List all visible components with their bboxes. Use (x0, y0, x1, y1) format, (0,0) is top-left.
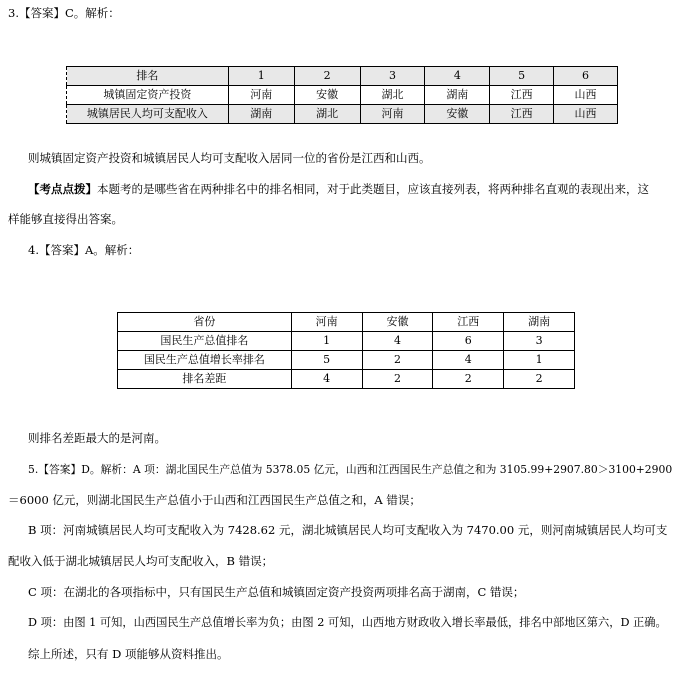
table-cell: 湖南 (504, 313, 575, 332)
q4-heading: 4.【答案】A。解析： (28, 243, 140, 257)
table-cell: 排名差距 (118, 370, 292, 389)
q5-option-a-text: 解析：A 项：湖北国民生产总值为 5378.05 亿元，山西和江西国民生产总值之和为 3105.99+2907.80＞3100+2900 (100, 463, 673, 476)
table-cell: 2 (362, 351, 433, 370)
table-cell: 河南 (291, 313, 362, 332)
q3-conclusion: 则城镇固定资产投资和城镇居民人均可支配收入居同一位的省份是江西和山西。 (28, 151, 431, 165)
table-cell: 4 (291, 370, 362, 389)
table-header-row (118, 313, 575, 332)
table-cell: 6 (433, 332, 504, 351)
table-cell: 河南 (360, 105, 425, 124)
table-cell: 5 (291, 351, 362, 370)
table-cell: 河南 (228, 86, 294, 105)
q5-line-c: C 项：在湖北的各项指标中，只有国民生产总值和城镇固定资产投资两项排名高于湖南，C 错误； (28, 585, 525, 599)
table-cell: 2 (362, 370, 433, 389)
q5-heading: 5.【答案】D。 (28, 463, 101, 476)
q3-tip-label: 【考点点拨】 (28, 182, 97, 196)
q4-conclusion: 则排名差距最大的是河南。 (28, 431, 166, 445)
q5-line-a2: ＝6000 亿元，则湖北国民生产总值小于山西和江西国民生产总值之和，A 错误； (8, 493, 421, 507)
table-cell: 4 (433, 351, 504, 370)
table-cell: 江西 (490, 105, 554, 124)
table-cell: 6 (554, 67, 618, 86)
table-cell: 国民生产总值排名 (118, 332, 292, 351)
q5-line-d: D 项：由图 1 可知，山西国民生产总值增长率为负；由图 2 可知，山西地方财政收入增长率最低，排名中部地区第六，D 正确。 (28, 616, 667, 629)
table-cell: 3 (360, 67, 425, 86)
table-cell: 排名 (67, 67, 229, 86)
table-cell: 2 (504, 370, 575, 389)
q5-line-a1 (28, 462, 672, 478)
table-cell: 山西 (554, 86, 618, 105)
table-cell: 湖南 (228, 105, 294, 124)
table-cell: 5 (490, 67, 554, 86)
table-cell: 4 (362, 332, 433, 351)
table-cell: 湖北 (360, 86, 425, 105)
q3-ranking-table (66, 66, 618, 124)
table-cell: 安徽 (362, 313, 433, 332)
q3-tip-line1 (28, 181, 649, 197)
table-cell: 2 (294, 67, 360, 86)
table-row (118, 332, 575, 351)
table-cell: 省份 (118, 313, 292, 332)
table-cell: 4 (425, 67, 490, 86)
q3-tip-text: 本题考的是哪些省在两种排名中的排名相同，对于此类题目，应该直接列表，将两种排名直观的表现出来，这 (97, 182, 649, 196)
table-cell: 山西 (554, 105, 618, 124)
table-row (118, 370, 575, 389)
q3-heading: 3.【答案】C。解析： (8, 6, 120, 20)
q5-line-b1: B 项：河南城镇居民人均可支配收入为 7428.62 元，湖北城镇居民人均可支配收入为 7470.00 元，则河南城镇居民人均可支 (28, 523, 668, 537)
q5-line-b2: 配收入低于湖北城镇居民人均可支配收入，B 错误； (8, 554, 274, 568)
table-cell: 城镇居民人均可支配收入 (67, 105, 229, 124)
table-cell: 安徽 (294, 86, 360, 105)
table-cell: 江西 (490, 86, 554, 105)
table-cell: 1 (228, 67, 294, 86)
table-row (118, 351, 575, 370)
table-cell: 安徽 (425, 105, 490, 124)
table-cell: 2 (433, 370, 504, 389)
table-cell: 湖北 (294, 105, 360, 124)
q5-summary: 综上所述，只有 D 项能够从资料推出。 (28, 647, 229, 661)
table-cell: 1 (291, 332, 362, 351)
table-header-row (67, 67, 618, 86)
q4-ranking-table (117, 312, 575, 389)
table-cell: 3 (504, 332, 575, 351)
q3-tip-line2: 样能够直接得出答案。 (8, 212, 123, 226)
table-cell: 江西 (433, 313, 504, 332)
table-cell: 湖南 (425, 86, 490, 105)
table-row (67, 86, 618, 105)
table-row (67, 105, 618, 124)
table-cell: 1 (504, 351, 575, 370)
table-cell: 城镇固定资产投资 (67, 86, 229, 105)
table-cell: 国民生产总值增长率排名 (118, 351, 292, 370)
